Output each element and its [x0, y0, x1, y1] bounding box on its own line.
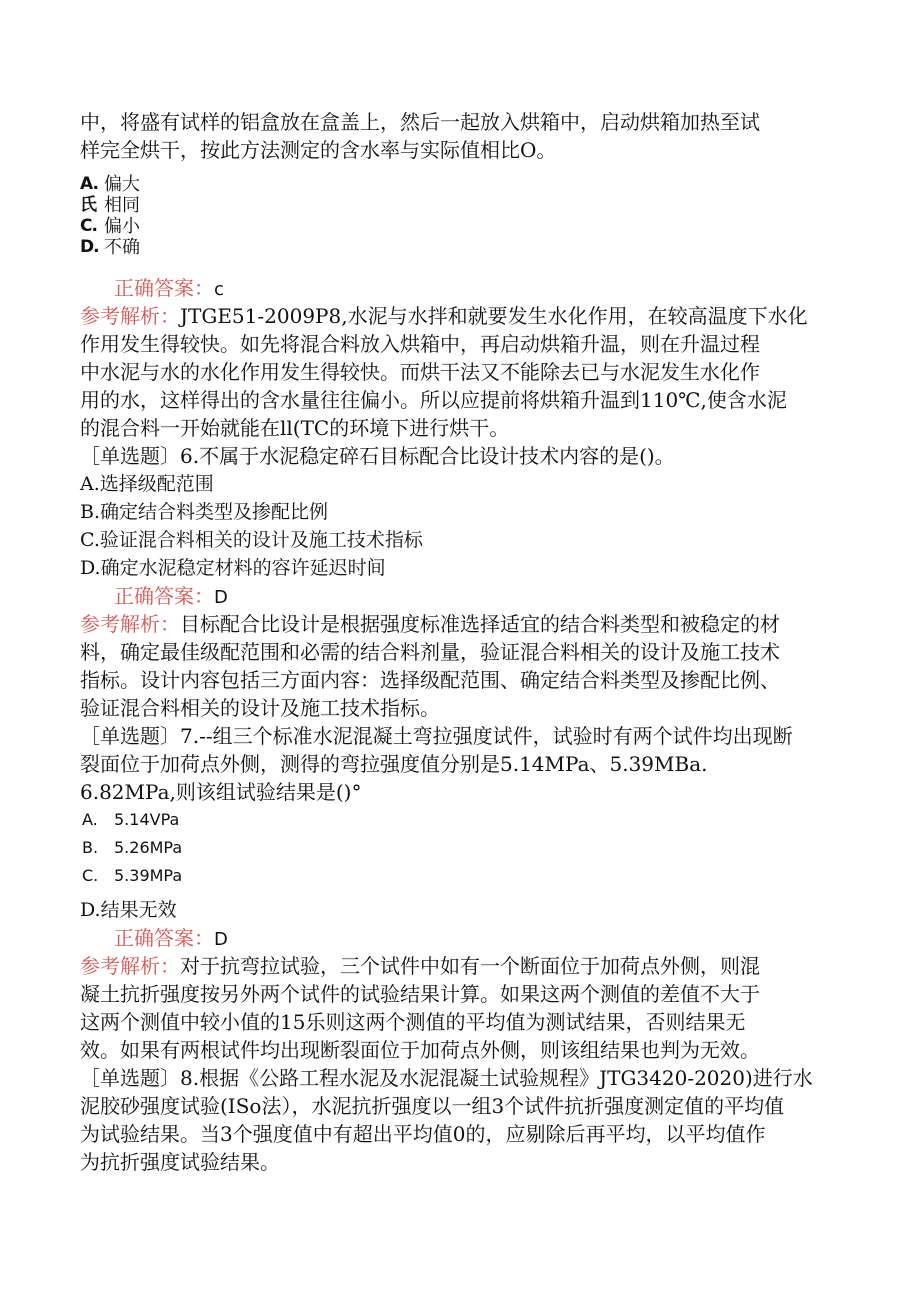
option-text: 5.39MPa	[114, 866, 183, 885]
analysis-line: 中水泥与水的水化作用发生得较快。而烘干法又不能除去已与水泥发生水化作	[80, 360, 760, 384]
q5-option-letter: 氏	[80, 195, 96, 215]
q8-stem-line: 为抗折强度试验结果。	[80, 1150, 280, 1174]
q7-option-b	[80, 834, 850, 862]
q5-stem	[80, 108, 850, 164]
q8-stem	[80, 1064, 850, 1176]
document-page	[80, 108, 850, 1176]
q7-options	[80, 806, 850, 924]
q7-stem-line: ［单选题〕7.--组三个标准水泥混凝土弯拉强度试件，试验时有两个试件均出现断	[80, 724, 793, 748]
q7-option-a	[80, 806, 850, 834]
q5-analysis	[80, 302, 850, 442]
q6-option-a: A.选择级配范围	[80, 473, 214, 495]
analysis-line: 这两个测值中较小值的15乐则这两个测值的平均值为测试结果，否则结果无	[80, 1010, 746, 1034]
analysis-line: 用的水，这样得出的含水量往往偏小。所以应提前将烘箱升温到110℃,使含水泥	[80, 388, 787, 412]
option-letter: B.	[82, 838, 99, 857]
q5-option-letter: A.	[80, 174, 98, 194]
analysis-line	[80, 302, 850, 330]
analysis-label: 参考解析：	[80, 304, 180, 328]
analysis-line: 指标。设计内容包括三方面内容：选择级配范围、确定结合料类型及掺配比例、	[80, 668, 780, 692]
q5-option-text: 不确	[104, 237, 140, 258]
analysis-line	[80, 952, 850, 980]
analysis-text: 目标配合比设计是根据强度标准选择适宜的结合料类型和被稳定的材	[180, 612, 780, 636]
q7-stem	[80, 722, 850, 806]
q5-answer	[80, 274, 850, 302]
q5-option-letter: C.	[80, 216, 97, 236]
q8-stem-line: 泥胶砂强度试验(ISo法），水泥抗折强度以一组3个试件抗折强度测定值的平均值	[80, 1094, 785, 1118]
answer-value: c	[214, 279, 224, 300]
analysis-text: JTGE51-2009P8,水泥与水拌和就要发生水化作用，在较高温度下水化	[180, 304, 808, 328]
q8-stem-line: ［单选题〕8.根据《公路工程水泥及水泥混凝土试验规程》JTG3420-2020)进行水	[80, 1066, 813, 1090]
answer-label: 正确答案：	[114, 276, 214, 300]
q5-option-text: 相同	[104, 195, 140, 216]
analysis-line: 凝土抗折强度按另外两个试件的试验结果计算。如果这两个测值的差值不大于	[80, 982, 760, 1006]
q5-option-letters	[80, 174, 98, 258]
analysis-label: 参考解析：	[80, 954, 180, 978]
answer-label: 正确答案：	[114, 584, 214, 608]
q7-answer	[80, 924, 850, 952]
q5-option-texts	[104, 174, 140, 258]
option-text: 5.14VPa	[114, 810, 180, 829]
answer-value: D	[214, 929, 228, 950]
q5-option-letter: D.	[80, 237, 99, 257]
analysis-text: 对于抗弯拉试验，三个试件中如有一个断面位于加荷点外侧，则混	[180, 954, 760, 978]
q5-option-text: 偏小	[104, 216, 140, 237]
q7-analysis	[80, 952, 850, 1064]
q6-answer	[80, 582, 850, 610]
q6-analysis	[80, 610, 850, 722]
q5-options	[80, 174, 850, 260]
q6-options	[80, 470, 850, 582]
analysis-line	[80, 610, 850, 638]
analysis-line: 作用发生得较快。如先将混合料放入烘箱中，再启动烘箱升温，则在升温过程	[80, 332, 760, 356]
analysis-line: 效。如果有两根试件均出现断裂面位于加荷点外侧，则该组结果也判为无效。	[80, 1038, 760, 1062]
q6-option-d: D.确定水泥稳定材料的容许延迟时间	[80, 557, 386, 579]
answer-label: 正确答案：	[114, 926, 214, 950]
q5-stem-line: 样完全烘干，按此方法测定的含水率与实际值相比O。	[80, 138, 557, 162]
q7-stem-line: 6.82MPa,则该组试验结果是()°	[80, 780, 362, 804]
option-text: 5.26MPa	[114, 838, 183, 857]
q5-stem-line: 中，将盛有试样的铝盒放在盒盖上，然后一起放入烘箱中，启动烘箱加热至试	[80, 110, 760, 134]
q8-stem-line: 为试验结果。当3个强度值中有超出平均值0的，应剔除后再平均，以平均值作	[80, 1122, 766, 1146]
q6-stem: ［单选题〕6.不属于水泥稳定碎石目标配合比设计技术内容的是()。	[80, 444, 675, 468]
q6-option-c: C.验证混合料相关的设计及施工技术指标	[80, 529, 423, 551]
q5-option-text: 偏大	[104, 174, 140, 195]
analysis-line: 验证混合料相关的设计及施工技术指标。	[80, 696, 440, 720]
q7-stem-line: 裂面位于加荷点外侧，测得的弯拉强度值分别是5.14MPa、5.39MBa.	[80, 752, 708, 776]
analysis-line: 的混合料一开始就能在ll(TC的环境下进行烘干。	[80, 416, 510, 440]
q7-option-c	[80, 862, 850, 890]
analysis-line: 料，确定最佳级配范围和必需的结合料剂量，验证混合料相关的设计及施工技术	[80, 640, 780, 664]
option-letter: A.	[82, 810, 98, 829]
q6-option-b: B.确定结合料类型及掺配比例	[80, 501, 329, 523]
q7-option-d: D.结果无效	[80, 899, 177, 921]
analysis-label: 参考解析：	[80, 612, 180, 636]
answer-value: D	[214, 587, 228, 608]
option-letter: C.	[82, 866, 99, 885]
